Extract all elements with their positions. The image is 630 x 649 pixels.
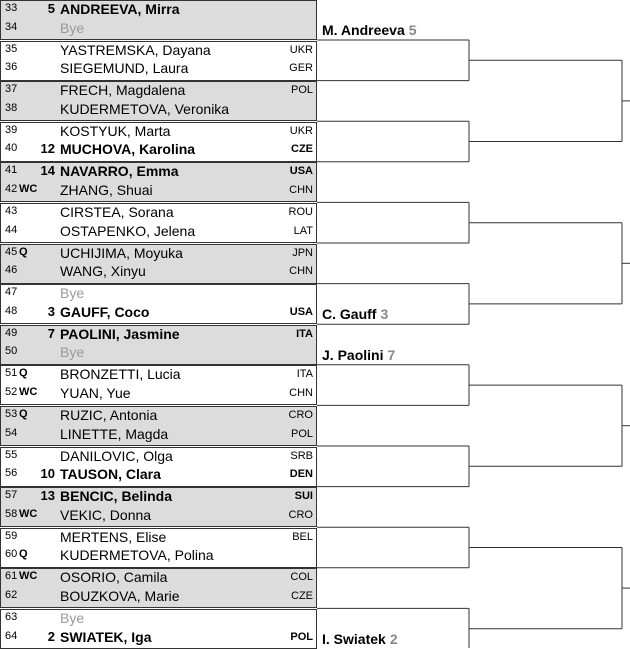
draw-position: 54 — [5, 426, 18, 439]
player-name: OSORIO, Camila — [60, 569, 168, 586]
draw-row — [0, 629, 317, 647]
draw-position: 37 — [5, 83, 18, 96]
advancing-seed: 3 — [380, 306, 389, 323]
draw-row — [0, 466, 317, 484]
draw-position: 33 — [5, 2, 18, 14]
seed-number: 13 — [40, 488, 55, 504]
advancing-name: J. Paolini — [322, 346, 384, 363]
nationality: GER — [289, 62, 313, 75]
player-name: VEKIC, Donna — [60, 506, 152, 523]
draw-position: 47 — [5, 286, 18, 299]
draw-row — [0, 529, 317, 547]
player-name: NAVARRO, Emma — [60, 163, 179, 180]
nationality: POL — [290, 630, 313, 643]
draw-row — [0, 448, 317, 466]
entry-status: Q — [19, 367, 28, 380]
draw-position: 60 — [5, 548, 18, 561]
nationality: JPN — [292, 246, 313, 259]
player-name: ZHANG, Shuai — [60, 181, 153, 198]
player-name: SIEGEMUND, Laura — [60, 60, 189, 77]
nationality: DEN — [289, 468, 313, 481]
draw-row — [0, 344, 317, 362]
draw-position: 61 — [5, 570, 18, 583]
player-name: BOUZKOVA, Marie — [60, 587, 180, 604]
advancing-seed: 7 — [387, 346, 396, 363]
nationality: CZE — [291, 589, 313, 602]
draw-position: 59 — [5, 529, 18, 542]
player-name: YUAN, Yue — [60, 384, 131, 401]
draw-position: 55 — [5, 448, 18, 461]
draw-position: 39 — [5, 123, 18, 136]
draw-position: 45 — [5, 245, 18, 258]
nationality: CRO — [288, 508, 313, 521]
entry-status: WC — [19, 570, 38, 583]
draw-row — [0, 610, 317, 628]
draw-row — [0, 141, 317, 159]
nationality: SRB — [290, 449, 313, 462]
nationality: CZE — [291, 143, 313, 156]
advancing-player — [322, 22, 417, 38]
seed-number: 10 — [40, 466, 55, 482]
nationality: UKR — [289, 124, 313, 137]
draw-row — [0, 326, 317, 344]
player-name: KUDERMETOVA, Veronika — [60, 100, 230, 117]
draw-position: 38 — [5, 101, 18, 114]
draw-row — [0, 20, 317, 38]
draw-row — [0, 82, 317, 100]
draw-row — [0, 488, 317, 506]
draw-position: 34 — [5, 20, 18, 33]
draw-row — [0, 366, 317, 384]
advancing-seed: 5 — [408, 22, 417, 38]
draw-row — [0, 385, 317, 403]
draw-row — [0, 182, 317, 200]
draw-position: 62 — [5, 588, 18, 601]
nationality: CHN — [289, 265, 313, 278]
seed-number: 5 — [47, 1, 55, 16]
advancing-seed: 2 — [389, 631, 398, 647]
nationality: ITA — [296, 327, 313, 340]
draw-position: 52 — [5, 385, 18, 398]
player-name: GAUFF, Coco — [60, 303, 150, 320]
draw-position: 49 — [5, 326, 18, 339]
draw-row — [0, 263, 317, 281]
player-name: KUDERMETOVA, Polina — [60, 547, 214, 564]
draw-position: 43 — [5, 205, 18, 217]
entry-status: WC — [19, 182, 38, 195]
nationality: POL — [290, 84, 313, 97]
advancing-player — [322, 631, 398, 647]
nationality: ITA — [296, 368, 313, 381]
draw-row — [0, 101, 317, 119]
draw-position: 48 — [5, 304, 18, 317]
player-name: KOSTYUK, Marta — [60, 122, 171, 139]
player-name: FRECH, Magdalena — [60, 82, 186, 99]
draw-row — [0, 163, 317, 181]
nationality: CRO — [288, 409, 313, 421]
seed-number: 3 — [47, 303, 55, 319]
player-name: MERTENS, Elise — [60, 528, 167, 545]
player-name: WANG, Xinyu — [60, 263, 146, 280]
seed-number: 7 — [47, 325, 55, 341]
draw-position: 41 — [5, 164, 18, 177]
player-name: MUCHOVA, Karolina — [60, 141, 196, 158]
advancing-name: M. Andreeva — [322, 22, 405, 38]
nationality: SUI — [294, 490, 313, 503]
player-name: ANDREEVA, Mirra — [60, 1, 180, 17]
draw-row — [0, 547, 317, 565]
player-name: Bye — [60, 285, 85, 302]
advancing-player — [322, 306, 388, 322]
draw-row — [0, 569, 317, 587]
player-name: PAOLINI, Jasmine — [60, 325, 180, 342]
draw-row — [0, 507, 317, 525]
draw-row — [0, 245, 317, 263]
draw-row — [0, 285, 317, 303]
draw-position: 56 — [5, 467, 18, 480]
draw-position: 63 — [5, 611, 18, 623]
entry-status: WC — [19, 385, 38, 398]
nationality: POL — [290, 427, 313, 440]
entry-status: Q — [19, 245, 28, 258]
draw-row — [0, 60, 317, 78]
entry-status: Q — [19, 548, 28, 561]
player-name: TAUSON, Clara — [60, 466, 161, 483]
draw-position: 64 — [5, 629, 18, 642]
nationality: COL — [290, 571, 313, 584]
player-name: Bye — [60, 610, 85, 626]
player-name: Bye — [60, 19, 85, 36]
nationality: UKR — [289, 43, 313, 56]
player-name: Bye — [60, 344, 85, 361]
draw-position: 53 — [5, 408, 18, 420]
seed-number: 2 — [47, 628, 55, 644]
draw-position: 51 — [5, 367, 18, 380]
draw-row — [0, 588, 317, 606]
draw-row — [0, 407, 317, 425]
draw-row — [0, 42, 317, 60]
player-name: CIRSTEA, Sorana — [60, 204, 174, 220]
nationality: CHN — [289, 183, 313, 196]
draw-position: 40 — [5, 142, 18, 155]
draw-row — [0, 304, 317, 322]
draw-position: 42 — [5, 182, 18, 195]
nationality: USA — [289, 305, 313, 318]
player-name: YASTREMSKA, Dayana — [60, 41, 211, 58]
draw-position: 44 — [5, 223, 18, 236]
draw-position: 35 — [5, 42, 18, 55]
advancing-player — [322, 347, 395, 363]
player-name: LINETTE, Magda — [60, 425, 169, 442]
draw-row — [0, 223, 317, 241]
nationality: USA — [289, 165, 313, 178]
player-name: RUZIC, Antonia — [60, 407, 158, 423]
player-name: BENCIC, Belinda — [60, 488, 173, 505]
nationality: BEL — [292, 530, 313, 543]
draw-row — [0, 426, 317, 444]
draw-row — [0, 123, 317, 141]
advancing-name: C. Gauff — [322, 306, 377, 323]
player-name: UCHIJIMA, Moyuka — [60, 244, 183, 261]
draw-position: 50 — [5, 345, 18, 358]
nationality: ROU — [288, 206, 313, 218]
draw-position: 36 — [5, 61, 18, 74]
nationality: LAT — [293, 224, 313, 237]
draw-row — [0, 1, 317, 19]
entry-status: WC — [19, 507, 38, 520]
player-name: DANILOVIC, Olga — [60, 447, 173, 464]
draw-position: 58 — [5, 507, 18, 520]
seed-number: 12 — [40, 141, 55, 157]
player-name: OSTAPENKO, Jelena — [60, 222, 196, 239]
player-name: SWIATEK, Iga — [60, 628, 152, 645]
player-name: BRONZETTI, Lucia — [60, 366, 181, 383]
nationality: CHN — [289, 386, 313, 399]
draw-position: 57 — [5, 489, 18, 502]
draw-row — [0, 204, 317, 222]
seed-number: 14 — [40, 163, 55, 179]
draw-position: 46 — [5, 264, 18, 277]
advancing-name: I. Swiatek — [322, 631, 386, 647]
entry-status: Q — [19, 408, 28, 420]
